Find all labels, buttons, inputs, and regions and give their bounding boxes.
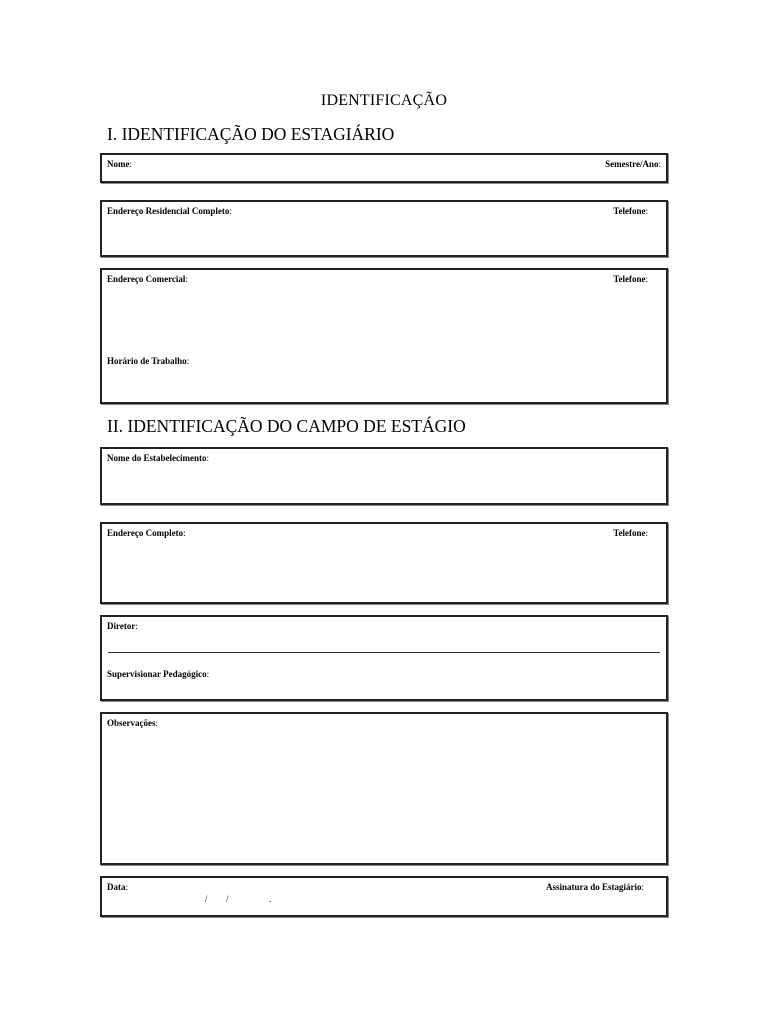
box-endereco-residencial <box>100 200 668 257</box>
box-diretor <box>100 615 668 701</box>
horario-trabalho-label: Horário de Trabalho: <box>107 356 190 366</box>
box-estabelecimento <box>100 447 668 505</box>
observacoes-label: Observações: <box>107 718 159 728</box>
supervisionar-label: Supervisionar Pedagógico: <box>107 669 210 679</box>
semestre-label: Semestre/Ano: <box>605 159 661 169</box>
date-slash-1: / <box>205 894 208 904</box>
endereco-completo-label: Endereço Completo: <box>107 528 186 538</box>
box-endereco-comercial <box>100 268 668 404</box>
telefone-comercial-label: Telefone: <box>613 274 648 284</box>
diretor-label: Diretor: <box>107 621 138 631</box>
section-heading-estagiario: I. IDENTIFICAÇÃO DO ESTAGIÁRIO <box>107 124 395 144</box>
box-endereco-completo <box>100 522 668 604</box>
assinatura-label: Assinatura do Estagiário: <box>545 882 644 892</box>
nome-label: Nome: <box>107 159 133 169</box>
data-label: Data: <box>107 882 129 892</box>
divider-line <box>108 652 660 653</box>
endereco-comercial-label: Endereço Comercial: <box>107 274 188 284</box>
telefone-residencial-label: Telefone: <box>613 206 648 216</box>
date-slash-2: / <box>226 894 229 904</box>
box-observacoes <box>100 712 668 865</box>
section-heading-campo: II. IDENTIFICAÇÃO DO CAMPO DE ESTÁGIO <box>107 416 466 436</box>
telefone-estabelecimento-label: Telefone: <box>613 528 648 538</box>
nome-estabelecimento-label: Nome do Estabelecimento: <box>107 453 209 463</box>
box-data-assinatura <box>100 876 668 917</box>
box-nome <box>100 153 668 183</box>
endereco-residencial-label: Endereço Residencial Completo: <box>107 206 232 216</box>
date-end-dot: . <box>269 894 272 904</box>
page-title: IDENTIFICAÇÃO <box>320 92 448 109</box>
